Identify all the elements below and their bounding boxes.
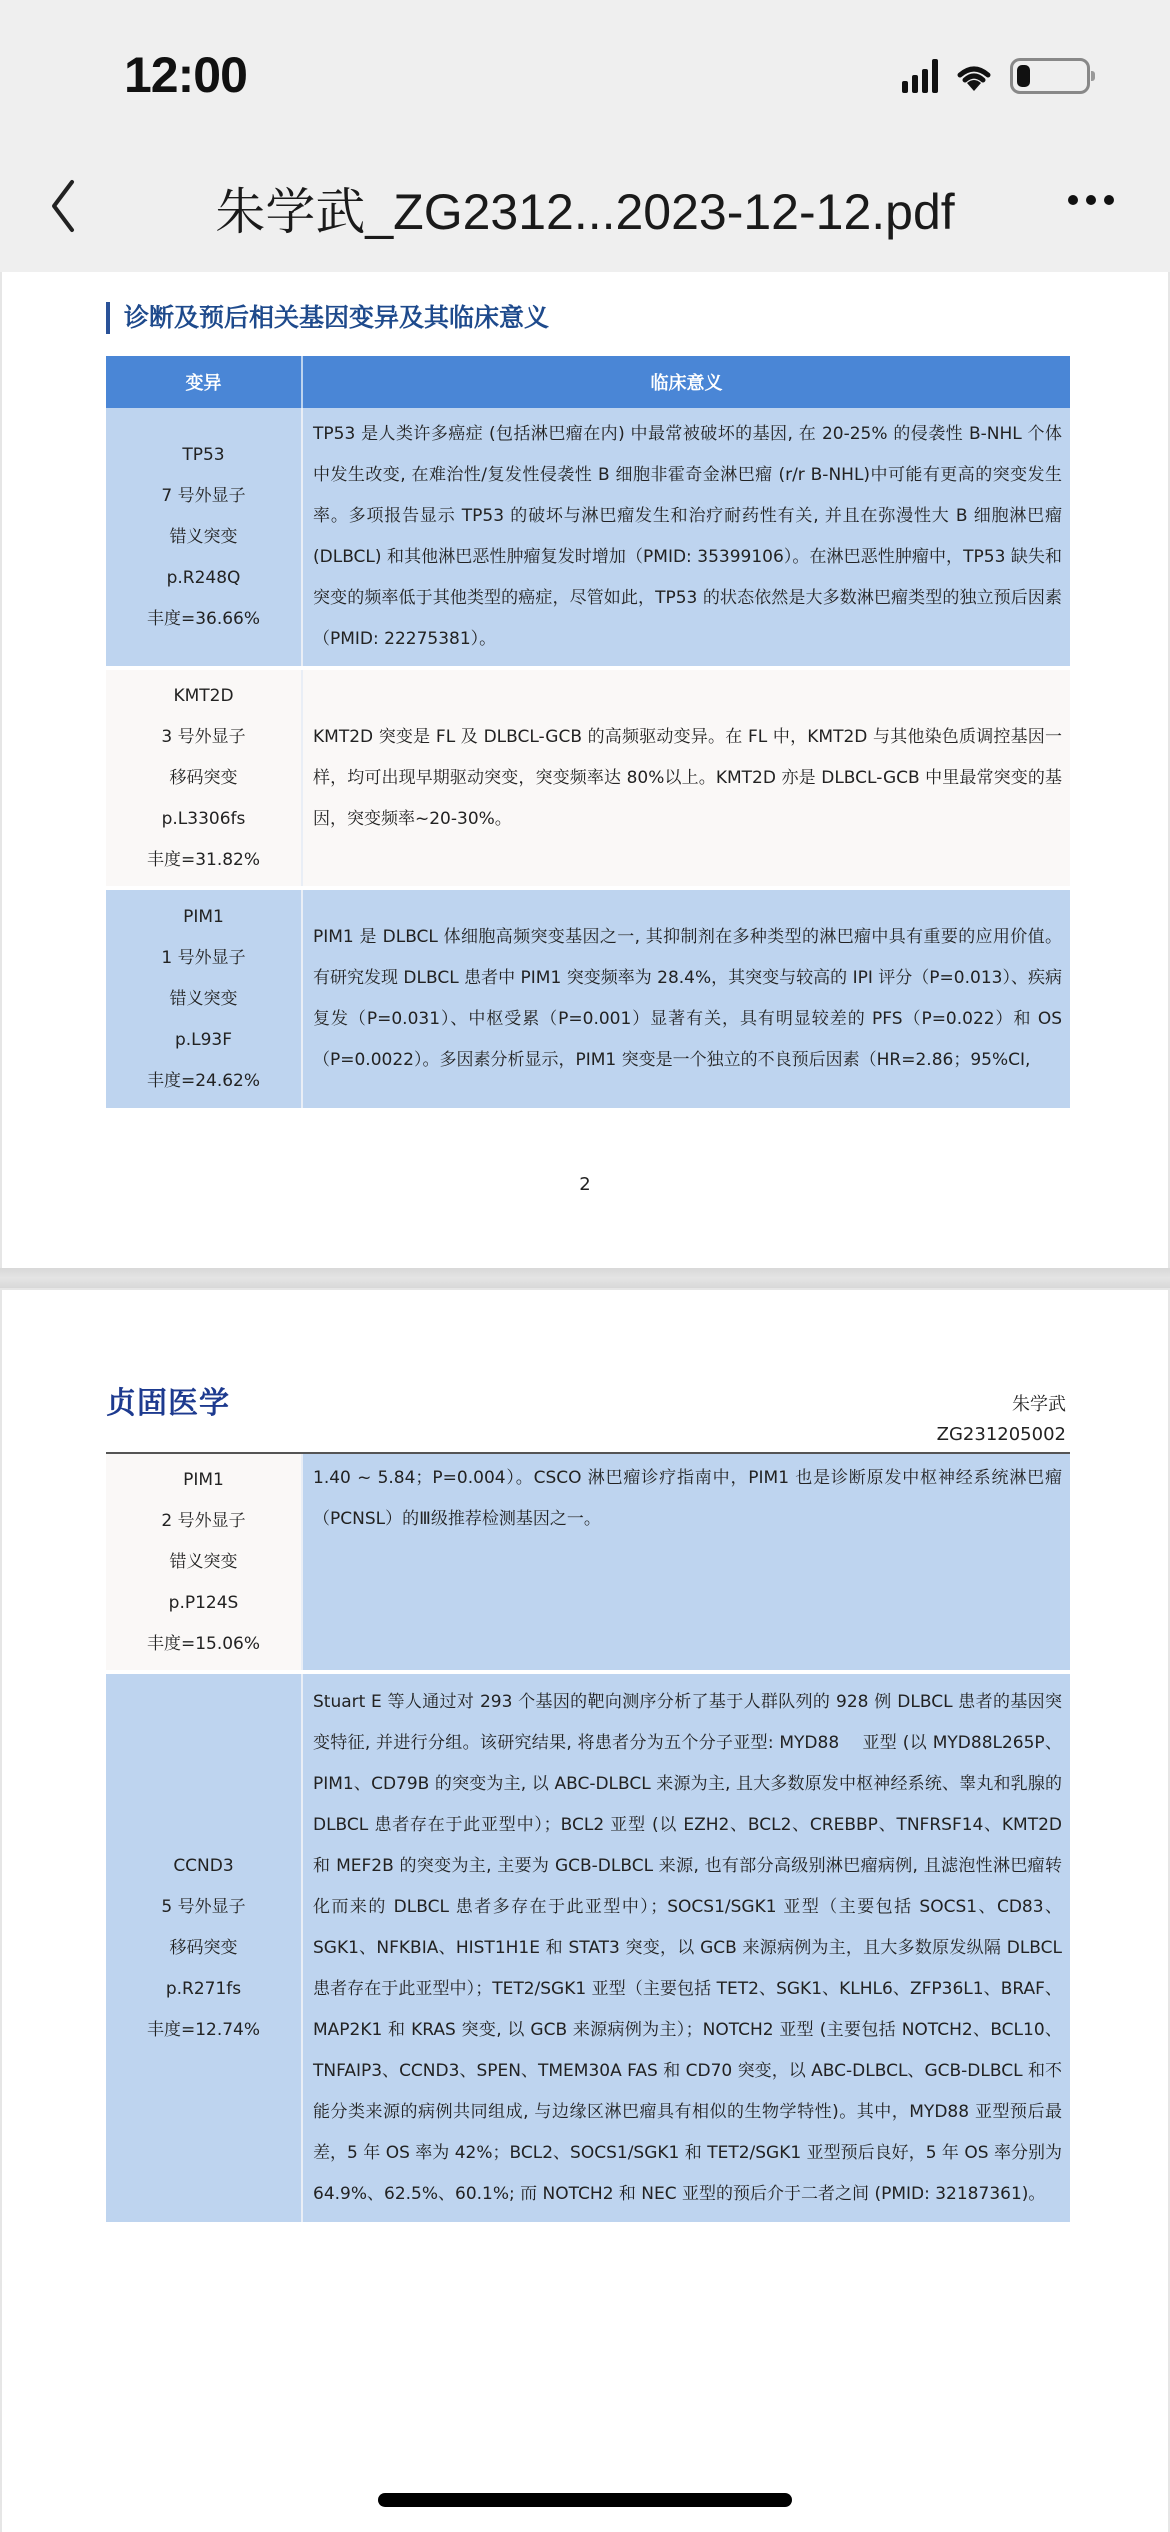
ellipsis-icon-dot bbox=[1104, 195, 1114, 205]
report-id: ZG231205002 bbox=[936, 1424, 1066, 1445]
column-header-clinical-significance: 临床意义 bbox=[302, 356, 1070, 408]
company-logo: 贞固医学 bbox=[106, 1386, 230, 1421]
pdf-page-2 bbox=[2, 272, 1168, 1268]
exon: 3 号外显子 bbox=[161, 726, 246, 747]
section-title: 诊断及预后相关基因变异及其临床意义 bbox=[106, 302, 549, 334]
mutation-type: 错义突变 bbox=[169, 988, 238, 1009]
table-row bbox=[106, 1672, 1070, 2222]
abundance: 丰度=36.66% bbox=[146, 608, 261, 629]
gene-name: TP53 bbox=[182, 444, 225, 465]
clinical-significance-cell: Stuart E 等人通过对 293 个基因的靶向测序分析了基于人群队列的 928 例 DLBCL 患者的基因突变特征, 并进行分组。该研究结果, 将患者分为五个分子亚型: MYD88 亚型 (以 MYD88L265P、PIM1、CD79B 的突变为主, 以 ABC-DLBCL 来源为主, 且大多数原发中枢神经系统、睾丸和乳腺的 DLBCL 患者存在于此亚型中）；BCL2 亚型 (以 EZH2、BCL2、CREBBP、TNFRSF14、KMT2D 和 MEF2B 的突变为主, 主要为 GCB-DLBCL 来源, 也有部分高级别淋巴瘤病例, 且滤泡性淋巴瘤转化而来的 DLBCL 患者多存在于此亚型中）；SOCS1/SGK1 亚型（主要包括 SOCS1、CD83、SGK1、NFKBIA、HIST1H1E 和 STAT3 突变，以 GCB 来源病例为主，且大多数原发纵隔 DLBCL 患者存在于此亚型中）；TET2/SGK1 亚型（主要包括 TET2、SGK1、KLHL6、ZFP36L1、BRAF、MAP2K1 和 KRAS 突变, 以 GCB 来源病例为主）；NOTCH2 亚型 (主要包括 NOTCH2、BCL10、TNFAIP3、CCND3、SPEN、TMEM30A FAS 和 CD70 突变，以 ABC-DLBCL、GCB-DLBCL 和不能分类来源的病例共同组成, 与边缘区淋巴瘤具有相似的生物学特性)。其中，MYD88 亚型预后最差，5 年 OS 率为 42%；BCL2、SOCS1/SGK1 和 TET2/SGK1 亚型预后良好，5 年 OS 率分别为 64.9%、62.5%、60.1%; 而 NOTCH2 和 NEC 亚型的预后介于二者之间 (PMID: 32187361)。 bbox=[302, 1672, 1070, 2222]
top-bar bbox=[0, 0, 1170, 272]
protein-change: p.L3306fs bbox=[161, 808, 246, 829]
protein-change: p.R248Q bbox=[166, 567, 241, 588]
pdf-page-3 bbox=[2, 1290, 1168, 2532]
more-options-button[interactable] bbox=[1068, 195, 1114, 205]
protein-change: p.R271fs bbox=[165, 1978, 242, 1999]
table-row bbox=[106, 668, 1070, 888]
mutation-type: 移码突变 bbox=[169, 1937, 238, 1958]
exon: 2 号外显子 bbox=[161, 1510, 246, 1531]
wifi-icon bbox=[954, 59, 994, 93]
ellipsis-icon-dot bbox=[1068, 195, 1078, 205]
signal-icon bbox=[902, 59, 938, 93]
column-header-variant: 变异 bbox=[106, 356, 302, 408]
ellipsis-icon-dot bbox=[1086, 195, 1096, 205]
variant-cell bbox=[106, 668, 302, 888]
battery-icon bbox=[1010, 58, 1090, 94]
clinical-significance-cell: TP53 是人类许多癌症 (包括淋巴瘤在内) 中最常被破坏的基因, 在 20-25% 的侵袭性 B-NHL 个体中发生改变, 在难治性/复发性侵袭性 B 细胞非霍奇金淋巴瘤 (r/r B-NHL)中可能有更高的突变发生率。多项报告显示 TP53 的破坏与淋巴瘤发生和治疗耐药性有关, 并且在弥漫性大 B 细胞淋巴瘤 (DLBCL) 和其他淋巴恶性肿瘤复发时增加（PMID: 35399106）。在淋巴恶性肿瘤中，TP53 缺失和突变的频率低于其他类型的癌症，尽管如此，TP53 的状态依然是大多数淋巴瘤类型的独立预后因素（PMID: 22275381）。 bbox=[302, 408, 1070, 668]
variant-cell bbox=[106, 1672, 302, 2222]
table-row bbox=[106, 408, 1070, 668]
gene-name: PIM1 bbox=[183, 906, 224, 927]
status-time: 12:00 bbox=[124, 47, 247, 103]
exon: 1 号外显子 bbox=[161, 947, 246, 968]
battery-level bbox=[1017, 65, 1030, 87]
report-header bbox=[937, 1390, 1066, 1450]
page-number: 2 bbox=[579, 1174, 591, 1195]
mutation-type: 错义突变 bbox=[169, 1551, 238, 1572]
gene-variant-table bbox=[106, 356, 1070, 1108]
home-indicator[interactable] bbox=[378, 2493, 792, 2507]
abundance: 丰度=31.82% bbox=[146, 849, 261, 870]
exon: 7 号外显子 bbox=[161, 485, 246, 506]
page-separator bbox=[0, 1268, 1170, 1288]
clinical-significance-cell: KMT2D 突变是 FL 及 DLBCL-GCB 的高频驱动变异。在 FL 中，KMT2D 与其他染色质调控基因一样，均可出现早期驱动突变，突变频率达 80%以上。KMT2D 亦是 DLBCL-GCB 中里最常突变的基因，突变频率~20-30%。 bbox=[302, 668, 1070, 888]
variant-cell bbox=[106, 408, 302, 668]
clinical-significance-cell: 1.40 ~ 5.84；P=0.004）。CSCO 淋巴瘤诊疗指南中，PIM1 也是诊断原发中枢神经系统淋巴瘤（PCNSL）的Ⅲ级推荐检测基因之一。 bbox=[302, 1454, 1070, 1672]
patient-name: 朱学武 bbox=[1012, 1394, 1066, 1415]
mutation-type: 移码突变 bbox=[169, 767, 238, 788]
protein-change: p.L93F bbox=[174, 1029, 233, 1050]
gene-variant-table-continued bbox=[106, 1454, 1070, 2222]
protein-change: p.P124S bbox=[168, 1592, 239, 1613]
document-title: 朱学武_ZG2312...2023-12-12.pdf bbox=[215, 184, 955, 240]
mutation-type: 错义突变 bbox=[169, 526, 238, 547]
exon: 5 号外显子 bbox=[161, 1896, 246, 1917]
abundance: 丰度=24.62% bbox=[146, 1070, 261, 1091]
abundance: 丰度=12.74% bbox=[146, 2019, 261, 2040]
variant-cell bbox=[106, 888, 302, 1108]
gene-name: CCND3 bbox=[173, 1855, 234, 1876]
status-icons bbox=[902, 56, 1090, 96]
gene-name: PIM1 bbox=[183, 1469, 224, 1490]
abundance: 丰度=15.06% bbox=[146, 1633, 261, 1654]
variant-cell bbox=[106, 1454, 302, 1672]
table-row bbox=[106, 1454, 1070, 1672]
clinical-significance-cell: PIM1 是 DLBCL 体细胞高频突变基因之一, 其抑制剂在多种类型的淋巴瘤中具有重要的应用价值。有研究发现 DLBCL 患者中 PIM1 突变频率为 28.4%，其突变与较高的 IPI 评分（P=0.013）、疾病复发（P=0.031）、中枢受累（P=0.001）显著有关，具有明显较差的 PFS（P=0.022）和 OS（P=0.0022）。多因素分析显示，PIM1 突变是一个独立的不良预后因素（HR=2.86；95%CI, bbox=[302, 888, 1070, 1108]
gene-name: KMT2D bbox=[173, 685, 234, 706]
table-row bbox=[106, 888, 1070, 1108]
